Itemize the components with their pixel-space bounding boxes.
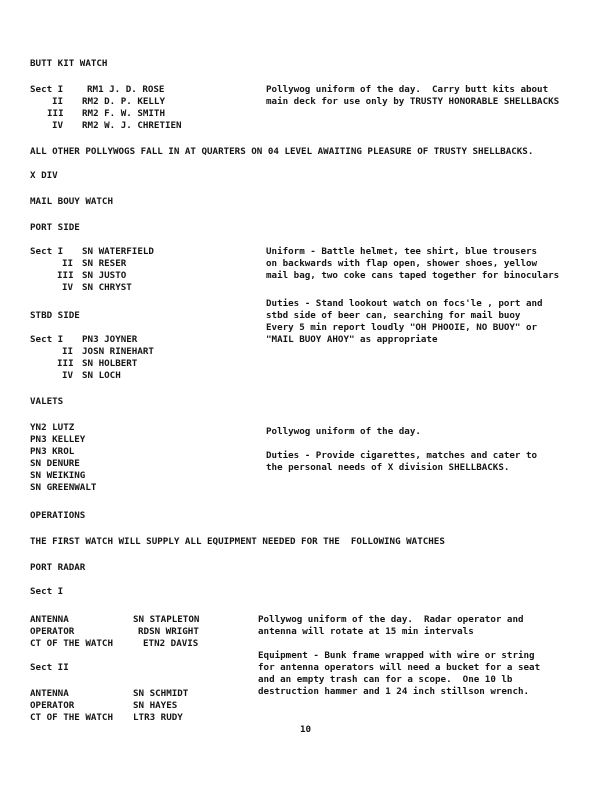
radar-member: SN STAPLETON xyxy=(133,614,200,625)
operations-heading: OPERATIONS xyxy=(30,510,86,521)
port-member: SN WATERFIELD xyxy=(82,246,154,257)
radar-role: OPERATOR xyxy=(30,626,75,637)
butt-kit-member: RM1 J. D. ROSE xyxy=(87,84,165,95)
valet-member: YN2 LUTZ xyxy=(30,422,75,433)
butt-kit-desc-line: Pollywog uniform of the day. Carry butt kits about xyxy=(266,84,549,95)
stbd-sect-label: III xyxy=(57,358,74,369)
mail-buoy-duties-line: "MAIL BUOY AHOY" as appropriate xyxy=(266,334,438,345)
mail-buoy-uniform-line: mail bag, two coke cans taped together for binoculars xyxy=(266,270,560,281)
stbd-member: JOSN RINEHART xyxy=(82,346,154,357)
radar-role: ANTENNA xyxy=(30,614,69,625)
equipment-line: destruction hammer and 1 24 inch stillson wrench. xyxy=(258,686,530,697)
port-sect-label: II xyxy=(62,258,74,269)
radar-desc-line: Pollywog uniform of the day. Radar operator and xyxy=(258,614,524,625)
radar-member: SN SCHMIDT xyxy=(133,688,189,699)
mail-buoy-heading: MAIL BOUY WATCH xyxy=(30,196,113,207)
radar-member: SN HAYES xyxy=(133,700,178,711)
butt-kit-member: RM2 F. W. SMITH xyxy=(82,108,165,119)
butt-kit-sect-label: III xyxy=(47,108,64,119)
stbd-member: SN LOCH xyxy=(82,370,121,381)
mail-buoy-uniform-line: Uniform - Battle helmet, tee shirt, blue trousers xyxy=(266,246,538,257)
port-member: SN RESER xyxy=(82,258,127,269)
butt-kit-member: RM2 D. P. KELLY xyxy=(82,96,165,107)
radar-desc-line: antenna will rotate at 15 min intervals xyxy=(258,626,474,637)
port-sect-label: Sect I xyxy=(30,246,64,257)
butt-kit-sect-label: II xyxy=(52,96,64,107)
butt-kit-sect-label: Sect I xyxy=(30,84,64,95)
radar-sect1-label: Sect I xyxy=(30,586,64,597)
radar-member: ETN2 DAVIS xyxy=(143,638,199,649)
mail-buoy-duties-line: Every 5 min report loudly "OH PHOOIE, NO BUOY" or xyxy=(266,322,538,333)
stbd-sect-label: Sect I xyxy=(30,334,64,345)
first-watch-notice: THE FIRST WATCH WILL SUPPLY ALL EQUIPMENT NEEDED FOR THE FOLLOWING WATCHES xyxy=(30,536,445,547)
valets-duties-line: Duties - Provide cigarettes, matches and cater to xyxy=(266,450,538,461)
valets-uniform: Pollywog uniform of the day. xyxy=(266,426,421,437)
x-div-heading: X DIV xyxy=(30,170,58,181)
port-radar-heading: PORT RADAR xyxy=(30,562,86,573)
mail-buoy-uniform-line: on backwards with flap open, shower shoes, yellow xyxy=(266,258,538,269)
valets-heading: VALETS xyxy=(30,396,64,407)
valets-duties-line: the personal needs of X division SHELLBACKS. xyxy=(266,462,510,473)
stbd-member: SN HOLBERT xyxy=(82,358,138,369)
stbd-sect-label: II xyxy=(62,346,74,357)
butt-kit-desc-line: main deck for use only by TRUSTY HONORABLE SHELLBACKS xyxy=(266,96,560,107)
radar-sect2-label: Sect II xyxy=(30,662,69,673)
stbd-sect-label: IV xyxy=(62,370,74,381)
valet-member: PN3 KELLEY xyxy=(30,434,86,445)
mail-buoy-duties-line: Duties - Stand lookout watch on focs'le , port and xyxy=(266,298,543,309)
port-sect-label: IV xyxy=(62,282,74,293)
radar-role: CT OF THE WATCH xyxy=(30,712,113,723)
radar-role: OPERATOR xyxy=(30,700,75,711)
radar-member: LTR3 RUDY xyxy=(133,712,183,723)
valet-member: SN DENURE xyxy=(30,458,80,469)
mail-buoy-duties-line: stbd side of beer can, searching for mail buoy xyxy=(266,310,521,321)
port-member: SN CHRYST xyxy=(82,282,132,293)
port-member: SN JUSTO xyxy=(82,270,127,281)
page-number: 10 xyxy=(300,724,312,735)
valet-member: SN WEIKING xyxy=(30,470,86,481)
equipment-line: and an empty trash can for a scope. One 10 lb xyxy=(258,674,513,685)
equipment-line: Equipment - Bunk frame wrapped with wire or string xyxy=(258,650,535,661)
valet-member: SN GREENWALT xyxy=(30,482,97,493)
stbd-side-heading: STBD SIDE xyxy=(30,310,80,321)
all-other-pollywogs-notice: ALL OTHER POLLYWOGS FALL IN AT QUARTERS ON 04 LEVEL AWAITING PLEASURE OF TRUSTY SHELLBACKS. xyxy=(30,146,534,157)
radar-role: ANTENNA xyxy=(30,688,69,699)
stbd-member: PN3 JOYNER xyxy=(82,334,138,345)
port-sect-label: III xyxy=(57,270,74,281)
equipment-line: for antenna operators will need a bucket for a seat xyxy=(258,662,541,673)
radar-role: CT OF THE WATCH xyxy=(30,638,113,649)
butt-kit-heading: BUTT KIT WATCH xyxy=(30,58,108,69)
radar-member: RDSN WRIGHT xyxy=(138,626,199,637)
butt-kit-sect-label: IV xyxy=(52,120,64,131)
butt-kit-member: RM2 W. J. CHRETIEN xyxy=(82,120,182,131)
valet-member: PN3 KROL xyxy=(30,446,75,457)
port-side-heading: PORT SIDE xyxy=(30,222,80,233)
